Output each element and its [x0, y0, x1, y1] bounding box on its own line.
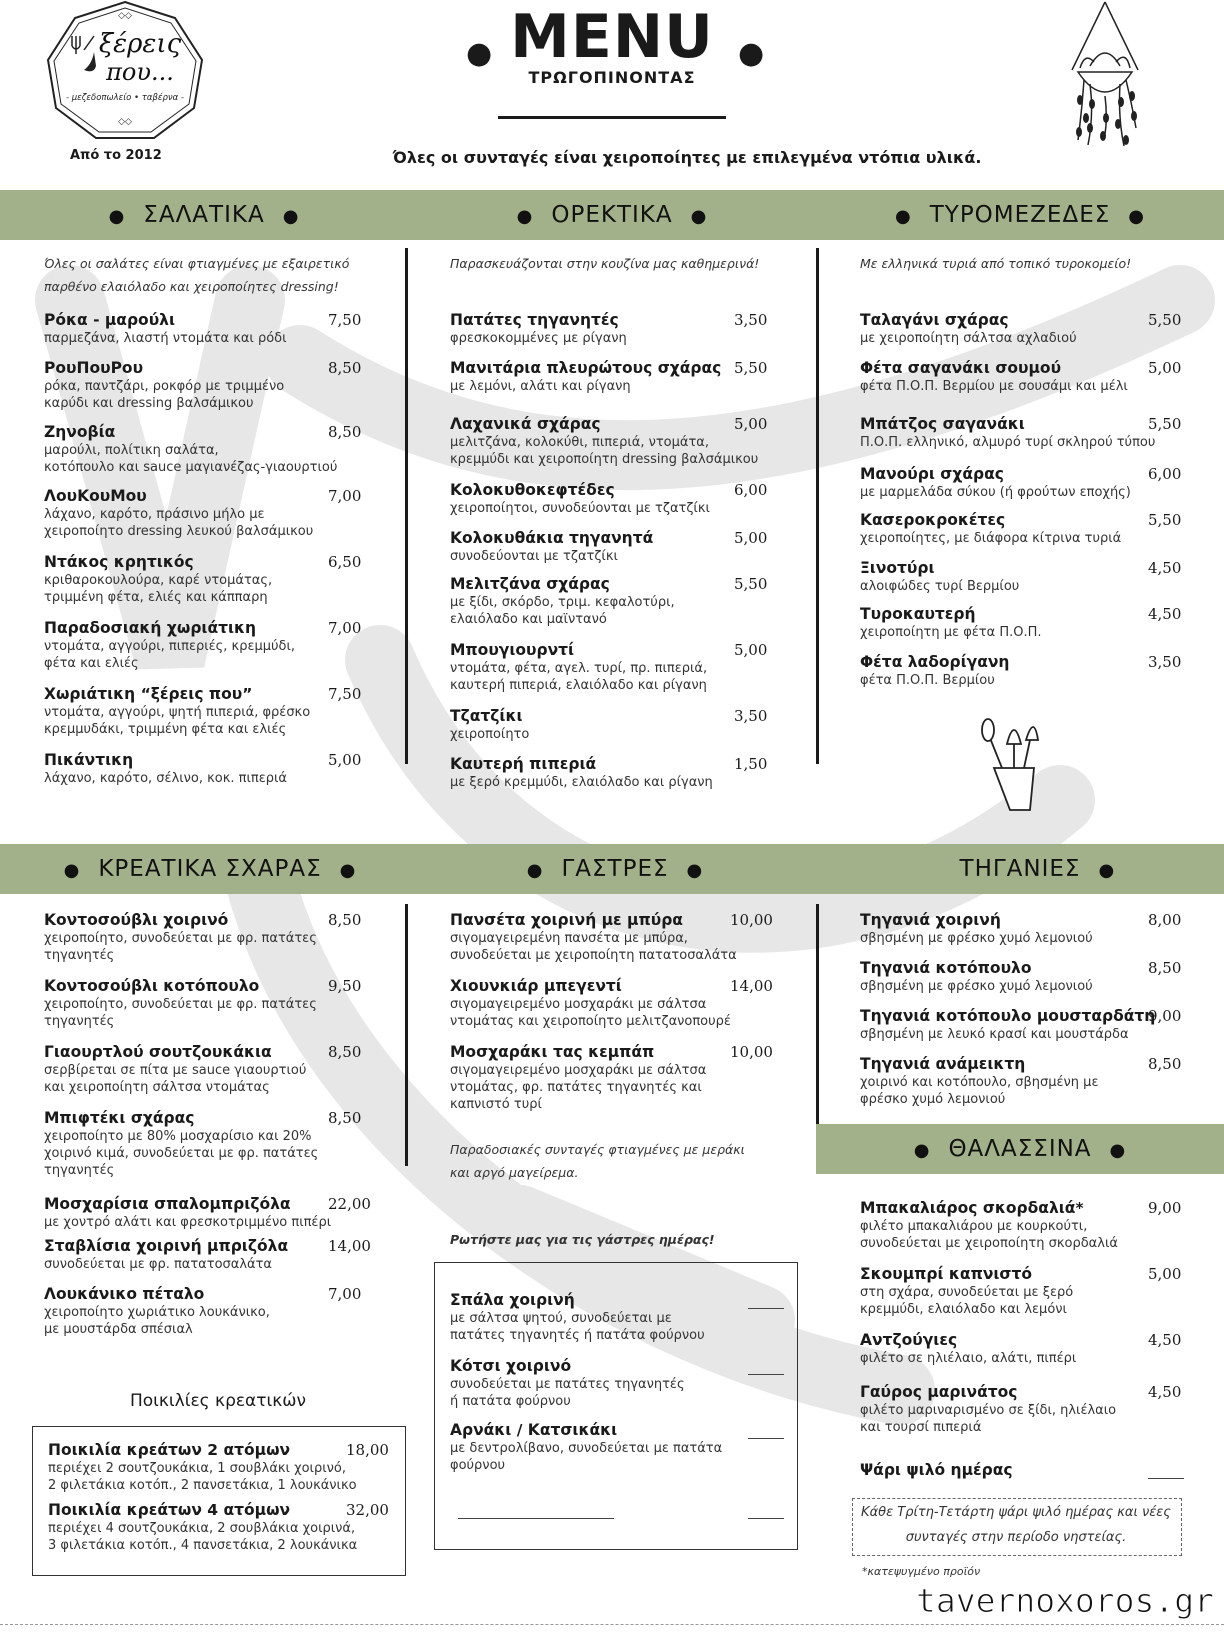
menu-item-name: Πανσέτα χοιρινή με μπύρα: [450, 911, 683, 929]
menu-item-description: φέτα Π.Ο.Π. Βερμίου με σουσάμι και μέλι: [860, 379, 1128, 394]
menu-item-price: 4,50: [1148, 1331, 1182, 1349]
menu-item-name: ΛουΚουΜου: [44, 487, 147, 505]
menu-item-name: Λαχανικά σχάρας: [450, 415, 601, 433]
menu-item-description: λάχανο, καρότο, πράσινο μήλο με: [44, 507, 265, 522]
appetizers-note: Παρασκευάζονται στην κουζίνα μας καθημερινά!: [450, 256, 760, 271]
menu-item: [860, 464, 1182, 501]
menu-item-name: Παραδοσιακή χωριάτικη: [44, 619, 257, 637]
page-title: MENU: [510, 2, 714, 72]
menu-item: [44, 1284, 362, 1338]
menu-item-description: ντομάτας και χειροποίητο μελιτζανοπουρέ: [450, 1014, 731, 1029]
menu-item-name: Γιαουρτλού σουτζουκάκια: [44, 1043, 272, 1061]
menu-item-price: 7,00: [328, 1285, 362, 1303]
menu-item-name: Μπουγιουρντί: [450, 641, 575, 659]
menu-item: [860, 358, 1182, 395]
svg-text:◇◇: ◇◇: [118, 11, 132, 21]
menu-item-name: Τηγανιά ανάμεικτη: [860, 1055, 1026, 1073]
menu-item-description: με σάλτσα ψητού, συνοδεύεται με: [450, 1311, 672, 1326]
menu-item-name: Κότσι χοιρινό: [450, 1357, 572, 1375]
column-divider: [816, 248, 819, 764]
page-subtitle: ΤΡΩΓΟΠΙΝΟΝΤΑΣ: [528, 68, 696, 87]
menu-item-description: ντομάτα, αγγούρι, ψητή πιπεριά, φρέσκο: [44, 705, 311, 720]
menu-item: [450, 1042, 773, 1113]
menu-item-price: 9,50: [328, 977, 362, 995]
menu-item-name: Κολοκυθάκια τηγανητά: [450, 529, 654, 547]
menu-item-name: Σπάλα χοιρινή: [450, 1291, 575, 1309]
menu-item-description: χειροποίητο dressing λευκού βαλσάμικου: [44, 524, 314, 539]
section-title-grill: ● ΚΡΕΑΤΙΚΑ ΣΧΑΡΑΣ ●: [63, 856, 357, 882]
menu-item: [44, 976, 362, 1030]
menu-item-description: και τουρσί πιπεριά: [860, 1420, 982, 1435]
menu-item-description: χειροποίητοι, συνοδεύονται με τζατζίκι: [450, 501, 710, 516]
menu-item-name: Μοσχαρίσια σπαλομπριζόλα: [44, 1195, 291, 1213]
menu-item-name: Ντάκος κρητικός: [44, 553, 194, 571]
menu-item-description: με μαρμελάδα σύκου (ή φρούτων εποχής): [860, 485, 1131, 500]
menu-item-price: 4,50: [1148, 1383, 1182, 1401]
menu-item: [450, 754, 768, 791]
title-underline: [498, 116, 726, 119]
menu-item: [450, 414, 768, 468]
section-title-salads: ● ΣΑΛΑΤΙΚΑ ●: [108, 202, 300, 228]
menu-item-name: Σκουμπρί καπνιστό: [860, 1265, 1033, 1283]
menu-item-description: χειροποίητες, με διάφορα κίτρινα τυριά: [860, 531, 1122, 546]
menu-item: [48, 1500, 389, 1554]
menu-item-price: 7,00: [328, 619, 362, 637]
menu-item-description: και χειροποίητη σάλτσα ντομάτας: [44, 1080, 270, 1095]
menu-item-description: σιγομαγειρεμένη πανσέτα με μπύρα,: [450, 931, 688, 946]
menu-item-description: ντομάτα, φέτα, αγελ. τυρί, πρ. πιπεριά,: [450, 661, 708, 676]
menu-item-description: ή πατάτα φούρνου: [450, 1394, 571, 1409]
menu-item-name: Αρνάκι / Κατσικάκι: [450, 1421, 618, 1439]
menu-item-price: 5,00: [734, 641, 768, 659]
menu-item-price: 6,00: [734, 481, 768, 499]
title-bullet-right: ●: [738, 36, 765, 71]
menu-item-price: 5,00: [328, 751, 362, 769]
menu-item-description: με λεμόνι, αλάτι και ρίγανη: [450, 379, 631, 394]
menu-item: [860, 910, 1182, 947]
menu-item-name: Πατάτες τηγανητές: [450, 311, 619, 329]
menu-item-name: Μελιτζάνα σχάρας: [450, 575, 610, 593]
kitchen-utensils-icon: [980, 718, 1040, 814]
section-title-seafood: ● ΘΑΛΑΣΣΙΝΑ ●: [913, 1136, 1127, 1162]
frozen-footnote: *κατεψυγμένο προϊόν: [862, 1565, 981, 1578]
stews-ask: Ρωτήστε μας για τις γάστρες ημέρας!: [450, 1232, 715, 1247]
menu-item-description: με ξερό κρεμμύδι, ελαιόλαδο και ρίγανη: [450, 775, 713, 790]
menu-item-description: συνοδεύεται με χειροποίητη σκορδαλιά: [860, 1236, 1118, 1251]
menu-item-description: λάχανο, καρότο, σέλινο, κοκ. πιπεριά: [44, 771, 287, 786]
menu-item-price: 18,00: [346, 1441, 389, 1459]
menu-item-price: 14,00: [730, 977, 773, 995]
menu-item-description: φέτα και ελιές: [44, 656, 139, 671]
platters-title: Ποικιλίες κρεατικών: [129, 1391, 307, 1411]
menu-item-name: Τυροκαυτερή: [860, 605, 976, 623]
menu-item-description: κοτόπουλο και sauce μαγιανέζας-γιαουρτιού: [44, 460, 338, 475]
menu-item-name: Μπακαλιάρος σκορδαλιά*: [860, 1199, 1084, 1217]
menu-item: [860, 652, 1182, 689]
menu-item-price: 3,50: [734, 707, 768, 725]
menu-item-description: πατάτες τηγανητές ή πατάτα φούρνου: [450, 1328, 705, 1343]
menu-item-description: με μουστάρδα σπέσιαλ: [44, 1322, 193, 1337]
menu-item-description: φούρνου: [450, 1458, 506, 1473]
menu-item-name: Μοσχαράκι τας κεμπάπ: [450, 1043, 655, 1061]
bottom-divider: [0, 1624, 1224, 1625]
menu-item: [450, 358, 768, 395]
section-title-appetizers: ● ΟΡΕΚΤΙΚΑ ●: [516, 202, 708, 228]
menu-item: [44, 910, 362, 964]
menu-item-price: 9,00: [1148, 1007, 1182, 1025]
menu-item-price: 22,00: [328, 1195, 371, 1213]
menu-item-description: φέτα Π.Ο.Π. Βερμίου: [860, 673, 995, 688]
menu-item-name: Καυτερή πιπεριά: [450, 755, 597, 773]
menu-item-description: κρεμμυδάκι, τριμμένη φέτα και ελιές: [44, 722, 287, 737]
menu-item-name: Ξινοτύρι: [860, 559, 935, 577]
menu-item-name: Τζατζίκι: [450, 707, 523, 725]
logo-text-line1: ξέρεις: [98, 29, 182, 59]
menu-item: [44, 1236, 371, 1273]
menu-item-price: 5,50: [1148, 311, 1182, 329]
menu-item-description: χειροποίητο: [450, 727, 530, 742]
menu-item-price: 1,50: [734, 755, 768, 773]
menu-item-name: Σταβλίσια χοιρινή μπριζόλα: [44, 1237, 289, 1255]
menu-item: [860, 310, 1182, 347]
menu-item-price: 8,00: [1148, 911, 1182, 929]
menu-item: [44, 1194, 371, 1231]
menu-item-price: 10,00: [730, 1043, 773, 1061]
menu-item: [860, 1264, 1182, 1318]
menu-item-price: 3,50: [734, 311, 768, 329]
menu-item-price: 8,50: [328, 423, 362, 441]
menu-item: [860, 1330, 1182, 1367]
menu-item-price: 10,00: [730, 911, 773, 929]
menu-item-name: Ποικιλία κρεάτων 2 ατόμων: [48, 1441, 291, 1459]
menu-item-description: φιλέτο μαριναρισμένο σε ξίδι, ηλιέλαιο: [860, 1403, 1117, 1418]
menu-item-price: 5,50: [734, 575, 768, 593]
section-band-middle: [0, 844, 1224, 894]
menu-item: [860, 1382, 1182, 1436]
logo-tagline: - μεζεδοπωλείο • ταβέρνα -: [66, 93, 184, 103]
menu-item: [450, 1356, 685, 1410]
menu-item-description: με χοντρό αλάτι και φρεσκοτριμμένο πιπέρι: [44, 1215, 332, 1230]
menu-item: [44, 750, 362, 787]
menu-item: [44, 310, 362, 347]
svg-text:◇◇: ◇◇: [118, 117, 132, 127]
section-title-pans: ΤΗΓΑΝΙΕΣ ●: [959, 856, 1116, 882]
menu-item-description: φιλέτο σε ηλιέλαιο, αλάτι, πιπέρι: [860, 1351, 1077, 1366]
blank-line: [748, 1518, 784, 1519]
menu-item-price: 8,50: [328, 1109, 362, 1127]
menu-item-price: 8,50: [328, 911, 362, 929]
menu-item: [44, 358, 362, 412]
menu-item-name: Φέτα λαδορίγανη: [860, 653, 1010, 671]
title-bullet-left: ●: [466, 36, 493, 71]
menu-item-name: Ζηνοβία: [44, 423, 116, 441]
menu-item-description: με δεντρολίβανο, συνοδεύεται με πατάτα: [450, 1441, 723, 1456]
menu-item-price: 6,50: [328, 553, 362, 571]
menu-item: [860, 1006, 1182, 1043]
section-title-stews: ● ΓΑΣΤΡΕΣ ●: [526, 856, 704, 882]
cheese-note: Με ελληνικά τυριά από τοπικό τυροκομείο!: [860, 256, 1132, 271]
menu-item: [44, 422, 362, 476]
menu-item-description: συνοδεύονται με τζατζίκι: [450, 549, 618, 564]
menu-item-description: στη σχάρα, συνοδεύεται με ξερό: [860, 1285, 1074, 1300]
menu-item: [450, 910, 773, 964]
menu-item-description: κρεμμύδι και χειροποίητη dressing βαλσάμικου: [450, 452, 759, 467]
menu-item-description: σιγομαγειρεμένο μοσχαράκι με σάλτσα: [450, 997, 707, 1012]
menu-item-name: Αντζούγιες: [860, 1331, 958, 1349]
menu-item-description: χειροποίητο, συνοδεύεται με φρ. πατάτες: [44, 931, 317, 946]
menu-item: [450, 574, 768, 628]
menu-item-description: χειροποίητο, συνοδεύεται με φρ. πατάτες: [44, 997, 317, 1012]
menu-item-name: Κοντοσούβλι κοτόπουλο: [44, 977, 260, 995]
menu-item-description: συνοδεύεται με χειροποίητη πατατοσαλάτα: [450, 948, 737, 963]
menu-item: [450, 1420, 722, 1474]
section-title-cheese: ● ΤΥΡΟΜΕΖΕΔΕΣ ●: [895, 202, 1145, 228]
menu-item-name: Γαύρος μαρινάτος: [860, 1383, 1018, 1401]
menu-item-price: 4,50: [1148, 605, 1182, 623]
menu-item: [450, 640, 768, 694]
menu-item: [44, 618, 362, 672]
menu-item-description: καπνιστό τυρί: [450, 1097, 542, 1112]
menu-item-description: τηγανητές: [44, 948, 115, 963]
menu-item: [860, 1198, 1182, 1252]
menu-item-name: Κοντοσούβλι χοιρινό: [44, 911, 229, 929]
salads-note: Όλες οι σαλάτες είναι φτιαγμένες με εξαιρετικό παρθένο ελαιόλαδο και χειροποίητες dressing!: [44, 256, 350, 294]
menu-item-price: 5,00: [1148, 1265, 1182, 1283]
menu-item-name: Χιουνκιάρ μπεγεντί: [450, 977, 622, 995]
menu-item-price: 8,50: [328, 1043, 362, 1061]
menu-item-description: με χειροποίητη σάλτσα αχλαδιού: [860, 331, 1077, 346]
menu-item-description: τριμμένη φέτα, ελιές και κάππαρη: [44, 590, 268, 605]
menu-item-name: Τηγανιά χοιρινή: [860, 911, 1001, 929]
menu-item-description: ντομάτας, φρ. πατάτες τηγανητές και: [450, 1080, 702, 1095]
menu-item: [860, 1054, 1182, 1108]
tagline: Όλες οι συνταγές είναι χειροποίητες με επιλεγμένα ντόπια υλικά.: [392, 148, 982, 167]
menu-item-price: 4,50: [1148, 559, 1182, 577]
menu-item-description: ντομάτα, αγγούρι, πιπεριές, κρεμμύδι,: [44, 639, 296, 654]
menu-item-description: σβησμένη με φρέσκο χυμό λεμονιού: [860, 979, 1093, 994]
menu-item-description: χοιρινό και κοτόπουλο, σβησμένη με: [860, 1075, 1099, 1090]
menu-item-name: Λουκάνικο πέταλο: [44, 1285, 205, 1303]
price-blank-line: [748, 1438, 784, 1439]
section-band-seafood: [816, 1124, 1224, 1174]
menu-item-description: σβησμένη με λευκό κρασί και μουστάρδα: [860, 1027, 1129, 1042]
menu-item: [860, 414, 1182, 451]
blank-line: [1148, 1478, 1184, 1479]
column-divider: [816, 904, 819, 1126]
menu-item-name: ΡουΠουΡου: [44, 359, 144, 377]
menu-item-description: συνοδεύεται με πατάτες τηγανητές: [450, 1377, 685, 1392]
menu-item: [450, 480, 768, 517]
menu-item-description: χειροποίητη με φέτα Π.Ο.Π.: [860, 625, 1042, 640]
menu-item-price: 8,50: [1148, 1055, 1182, 1073]
menu-item: [450, 528, 768, 565]
price-blank-line: [748, 1308, 784, 1309]
menu-item-price: 7,50: [328, 685, 362, 703]
menu-item-name: Τηγανιά κοτόπουλο μουσταρδάτη: [860, 1007, 1156, 1025]
menu-item-name: Ταλαγάνι σχάρας: [860, 311, 1009, 329]
menu-item-description: 3 φιλετάκια κοτόπ., 4 πανσετάκια, 2 λουκάνικα: [48, 1538, 358, 1553]
column-divider: [405, 904, 408, 1166]
menu-item: [44, 1042, 362, 1096]
section-band-top: [0, 190, 1224, 240]
menu-item-price: 5,00: [734, 529, 768, 547]
menu-item: [44, 1108, 362, 1179]
menu-item-description: χοιρινό κιμά, συνοδεύεται με φρ. πατάτες: [44, 1146, 319, 1161]
menu-item-description: μελιτζάνα, κολοκύθι, πιπεριά, ντομάτα,: [450, 435, 709, 450]
seafood-note: Κάθε Τρίτη-Τετάρτη ψάρι ψιλό ημέρας και νέες συνταγές στην περίοδο νηστείας.: [861, 1505, 1171, 1545]
menu-item-description: τηγανητές: [44, 1014, 115, 1029]
menu-item-description: Π.Ο.Π. ελληνικό, αλμυρό τυρί σκληρού τύπου: [860, 435, 1156, 450]
menu-item-description: σιγομαγειρεμένο μοσχαράκι με σάλτσα: [450, 1063, 707, 1078]
menu-item-description: χειροποίητο με 80% μοσχαρίσιο και 20%: [44, 1129, 312, 1144]
menu-item-price: 14,00: [328, 1237, 371, 1255]
menu-item: [48, 1440, 389, 1494]
menu-item: [860, 604, 1182, 641]
menu-item-price: 5,50: [1148, 511, 1182, 529]
menu-item: [860, 958, 1182, 995]
fish-of-day: Ψάρι ψιλό ημέρας: [860, 1461, 1013, 1479]
logo-text-line2: που...: [106, 58, 174, 86]
menu-item-price: 7,50: [328, 311, 362, 329]
menu-item: [450, 706, 768, 743]
menu-item: [44, 486, 362, 540]
menu-item-name: Μανιτάρια πλευρώτους σχάρας: [450, 359, 722, 377]
menu-item-price: 3,50: [1148, 653, 1182, 671]
menu-item-price: 5,00: [1148, 359, 1182, 377]
menu-item-description: σβησμένη με φρέσκο χυμό λεμονιού: [860, 931, 1093, 946]
menu-item-description: φρεσκοκομμένες με ρίγανη: [450, 331, 627, 346]
menu-item-price: 6,00: [1148, 465, 1182, 483]
menu-item: [860, 510, 1182, 547]
since-year: Από το 2012: [70, 148, 162, 163]
menu-item-name: Τηγανιά κοτόπουλο: [860, 959, 1032, 977]
menu-item-description: φρέσκο χυμό λεμονιού: [860, 1092, 1006, 1107]
column-divider: [405, 248, 408, 764]
menu-item-price: 8,50: [328, 359, 362, 377]
hanging-plant-icon: [1060, 0, 1150, 150]
menu-item-description: περιέχει 2 σουτζουκάκια, 1 σουβλάκι χοιρινό,: [48, 1461, 346, 1476]
menu-item-name: Πικάντικη: [44, 751, 134, 769]
menu-item-name: Φέτα σαγανάκι σουμού: [860, 359, 1062, 377]
menu-item-description: κρεμμύδι, ελαιόλαδο και λεμόνι: [860, 1302, 1067, 1317]
menu-item: [450, 310, 768, 347]
menu-item-description: αλοιφώδες τυρί Βερμίου: [860, 579, 1020, 594]
menu-item: [450, 1290, 705, 1344]
menu-item-name: Μανούρι σχάρας: [860, 465, 1004, 483]
menu-item-price: 5,50: [1148, 415, 1182, 433]
menu-item-description: ρόκα, παντζάρι, ροκφόρ με τριμμένο: [44, 379, 285, 394]
menu-item-price: 9,00: [1148, 1199, 1182, 1217]
menu-item: [860, 558, 1182, 595]
menu-item-name: Χωριάτικη “ξέρεις που”: [44, 685, 253, 703]
menu-item-description: με ξίδι, σκόρδο, τριμ. κεφαλοτύρι,: [450, 595, 675, 610]
menu-item-name: Κασεροκροκέτες: [860, 511, 1006, 529]
price-blank-line: [748, 1374, 784, 1375]
menu-item: [44, 684, 362, 738]
menu-item: [450, 976, 773, 1030]
stews-note: Παραδοσιακές συνταγές φτιαγμένες με μεράκι και αργό μαγείρεμα.: [450, 1142, 745, 1180]
menu-item-description: καρύδι και dressing βαλσάμικου: [44, 396, 254, 411]
site-watermark: tavernoxoros.gr: [915, 1581, 1214, 1620]
menu-item-description: συνοδεύεται με φρ. πατατοσαλάτα: [44, 1257, 272, 1272]
menu-item: [44, 552, 362, 606]
menu-item-price: 5,00: [734, 415, 768, 433]
menu-item-description: 2 φιλετάκια κοτόπ., 2 πανσετάκια, 1 λουκάνικο: [48, 1478, 357, 1493]
menu-item-price: 5,50: [734, 359, 768, 377]
menu-item-description: μαρούλι, πολίτικη σαλάτα,: [44, 443, 219, 458]
menu-item-description: σερβίρεται σε πίτα με sauce γιαουρτιού: [44, 1063, 307, 1078]
menu-item-name: Ποικιλία κρεάτων 4 ατόμων: [48, 1501, 291, 1519]
menu-item-price: 8,50: [1148, 959, 1182, 977]
menu-item-description: τηγανητές: [44, 1163, 115, 1178]
menu-item-name: Μπιφτέκι σχάρας: [44, 1109, 195, 1127]
menu-item-name: Κολοκυθοκεφτέδες: [450, 481, 615, 499]
menu-item-name: Μπάτζος σαγανάκι: [860, 415, 1025, 433]
menu-item-price: 7,00: [328, 487, 362, 505]
menu-item-price: 32,00: [346, 1501, 389, 1519]
menu-item-name: Ρόκα - μαρούλι: [44, 311, 176, 329]
menu-item-description: παρμεζάνα, λιαστή ντομάτα και ρόδι: [44, 331, 287, 346]
menu-item-description: περιέχει 4 σουτζουκάκια, 2 σουβλάκια χοιρινά,: [48, 1521, 356, 1536]
menu-item-description: κριθαροκουλούρα, καρέ ντομάτας,: [44, 573, 273, 588]
blank-line: [458, 1518, 614, 1519]
menu-item-description: χειροποίητο χωριάτικο λουκάνικο,: [44, 1305, 270, 1320]
menu-item-description: ελαιόλαδο και μαϊντανό: [450, 612, 607, 627]
menu-item-description: καυτερή πιπεριά, ελαιόλαδο και ρίγανη: [450, 678, 707, 693]
menu-item-description: φιλέτο μπακαλιάρου με κουρκούτι,: [860, 1219, 1088, 1234]
